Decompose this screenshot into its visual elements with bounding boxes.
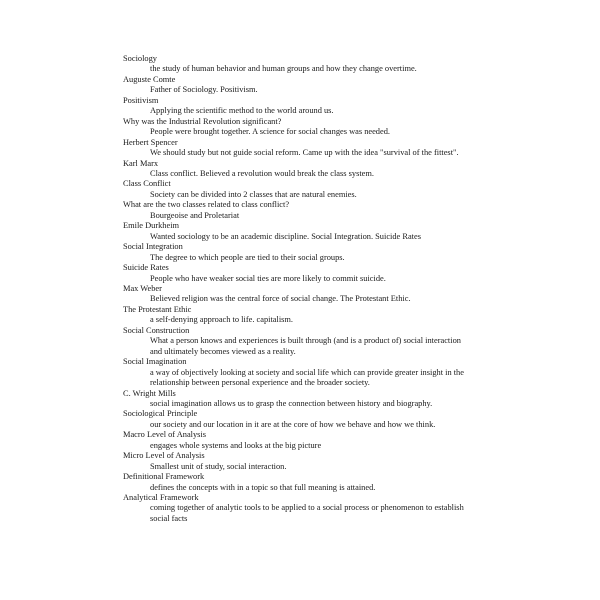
entry-term: Social Integration xyxy=(123,242,183,252)
glossary-entry xyxy=(123,493,475,524)
entry-term: Positivism xyxy=(123,95,159,105)
glossary-entry xyxy=(123,263,475,284)
glossary-entry xyxy=(123,159,475,180)
glossary-entry xyxy=(123,472,475,493)
entry-definition: our society and our location in it are at the core of how we behave and how we think. xyxy=(150,419,436,429)
entry-definition: a self-denying approach to life. capitalism. xyxy=(150,315,294,325)
glossary-entry xyxy=(123,138,475,159)
glossary-entry xyxy=(123,54,475,75)
entry-definition: Believed religion was the central force of social change. The Protestant Ethic. xyxy=(150,294,411,304)
entry-term: Class Conflict xyxy=(123,179,171,189)
glossary-entry xyxy=(123,221,475,242)
entry-definition: People who have weaker social ties are more likely to commit suicide. xyxy=(150,273,386,283)
glossary-entry xyxy=(123,357,475,388)
entry-definition: Wanted sociology to be an academic discipline. Social Integration. Suicide Rates xyxy=(150,231,421,241)
entry-term: Micro Level of Analysis xyxy=(123,451,205,461)
glossary-entry xyxy=(123,451,475,472)
entry-definition: Society can be divided into 2 classes that are natural enemies. xyxy=(150,189,357,199)
glossary-entry xyxy=(123,75,475,96)
entry-definition: Father of Sociology. Positivism. xyxy=(150,85,258,95)
glossary-entry xyxy=(123,389,475,410)
entry-term: Sociological Principle xyxy=(123,409,198,419)
entry-term: Analytical Framework xyxy=(123,493,199,503)
entry-definition: What a person knows and experiences is built through (and is a product of) social interaction and ultimately becomes viewed as a reality. xyxy=(150,336,461,356)
entry-term: Social Imagination xyxy=(123,357,187,367)
entry-definition: Bourgeoise and Proletariat xyxy=(150,210,240,220)
glossary-entry xyxy=(123,326,475,357)
entry-term: Social Construction xyxy=(123,325,190,335)
glossary-entry xyxy=(123,179,475,200)
entry-definition: the study of human behavior and human groups and how they change overtime. xyxy=(150,64,417,74)
entry-definition: social imagination allows us to grasp the connection between history and biography. xyxy=(150,398,433,408)
entry-term: Auguste Comte xyxy=(123,74,176,84)
glossary-entry xyxy=(123,409,475,430)
entry-definition: a way of objectively looking at society and social life which can provide greater insight in the relationship between personal experience and the broader society. xyxy=(150,367,464,388)
glossary-entry xyxy=(123,305,475,326)
entry-term: Why was the Industrial Revolution significant? xyxy=(123,116,282,126)
entry-term: Suicide Rates xyxy=(123,263,169,273)
entry-definition: The degree to which people are tied to their social groups. xyxy=(150,252,345,262)
glossary-entry xyxy=(123,242,475,263)
entry-definition: engages whole systems and looks at the big picture xyxy=(150,440,322,450)
glossary-entry xyxy=(123,284,475,305)
entry-term: The Protestant Ethic xyxy=(123,304,192,314)
entry-term: Macro Level of Analysis xyxy=(123,430,207,440)
entry-definition: Class conflict. Believed a revolution would break the class system. xyxy=(150,168,374,178)
entry-definition: defines the concepts with in a topic so that full meaning is attained. xyxy=(150,482,376,492)
entry-definition: Smallest unit of study, social interaction. xyxy=(150,461,287,471)
entry-definition: People were brought together. A science for social changes was needed. xyxy=(150,127,390,137)
entry-definition: Applying the scientific method to the world around us. xyxy=(150,106,334,116)
glossary-entry xyxy=(123,430,475,451)
glossary-entry xyxy=(123,96,475,117)
entry-term: Max Weber xyxy=(123,283,162,293)
entry-definition: We should study but not guide social reform. Came up with the idea "survival of the fittest". xyxy=(150,148,459,158)
entry-term: Karl Marx xyxy=(123,158,159,168)
entry-term: Sociology xyxy=(123,54,157,63)
glossary-entry xyxy=(123,117,475,138)
entry-term: Herbert Spencer xyxy=(123,137,178,147)
entry-term: Emile Durkheim xyxy=(123,221,180,231)
glossary-list xyxy=(123,54,475,524)
entry-term: C. Wright Mills xyxy=(123,388,176,398)
entry-term: What are the two classes related to class conflict? xyxy=(123,200,290,210)
entry-term: Definitional Framework xyxy=(123,472,205,482)
glossary-entry xyxy=(123,200,475,221)
entry-definition: coming together of analytic tools to be applied to a social process or phenomenon to establish social facts xyxy=(150,503,464,523)
